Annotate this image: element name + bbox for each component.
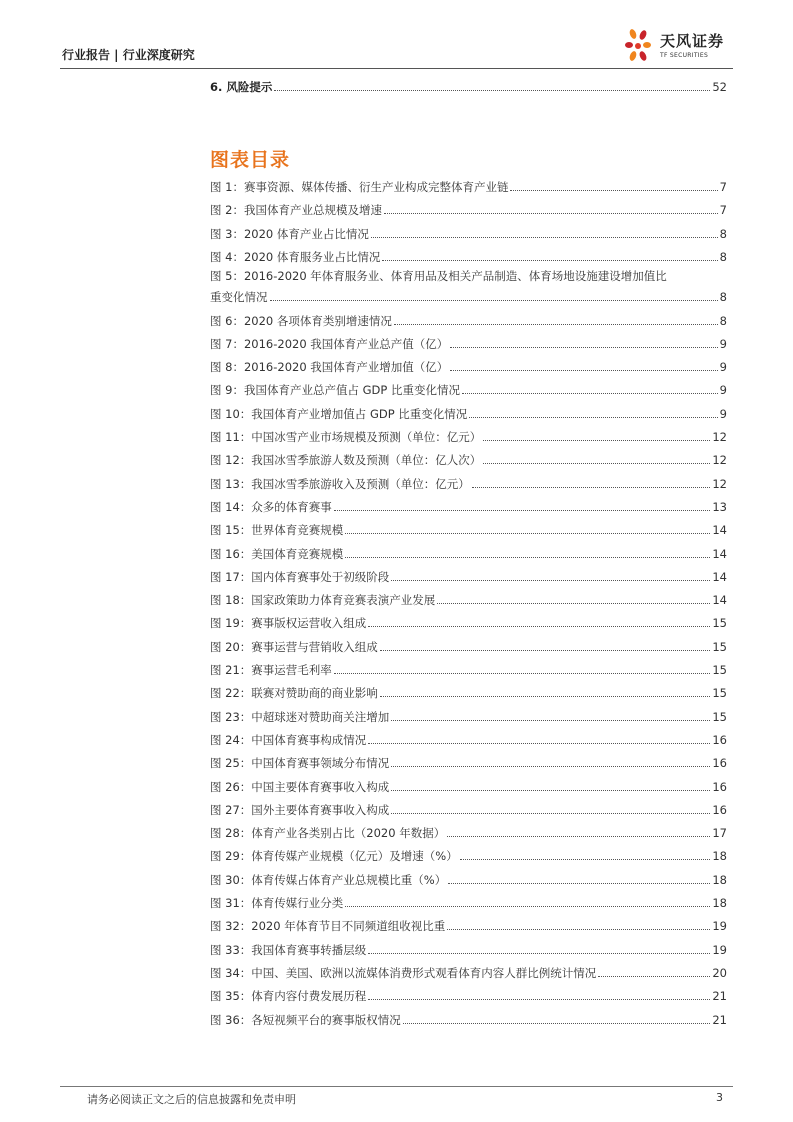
- report-category: 行业报告 | 行业深度研究: [62, 48, 195, 62]
- toc-leader-dots: [472, 487, 711, 488]
- toc-leader-dots: [345, 533, 710, 534]
- toc-entry[interactable]: [210, 246, 727, 264]
- toc-entry-label: 图 36：各短视频平台的赛事版权情况: [210, 1012, 401, 1027]
- toc-leader-dots: [334, 510, 711, 511]
- toc-entry-label: 图 21：赛事运营毛利率: [210, 663, 332, 677]
- toc-entry[interactable]: [210, 426, 727, 444]
- toc-leader-dots: [483, 440, 710, 441]
- toc-entry[interactable]: [210, 356, 727, 374]
- toc-entry[interactable]: [210, 822, 727, 840]
- toc-entry-page: 19: [712, 919, 727, 934]
- toc-entry-page: 9: [719, 336, 727, 351]
- toc-leader-dots: [368, 953, 710, 954]
- toc-leader-dots: [394, 324, 718, 325]
- footer-divider: [60, 1086, 733, 1087]
- toc-leader-dots: [391, 790, 710, 791]
- toc-leader-dots: [598, 976, 710, 977]
- toc-entry-label: 图 22：联赛对赞助商的商业影响: [210, 686, 378, 701]
- toc-leader-dots: [483, 463, 710, 464]
- toc-entry-page: 12: [712, 476, 727, 491]
- toc-leader-dots: [391, 813, 710, 814]
- toc-entry-label: 图 27：国外主要体育赛事收入构成: [210, 802, 390, 817]
- toc-entry-label: 图 9：我国体育产业总产值占 GDP 比重变化情况: [210, 383, 460, 398]
- toc-entry[interactable]: [210, 589, 727, 607]
- toc-entry[interactable]: [210, 659, 727, 677]
- toc-entry-page: 14: [712, 593, 727, 608]
- toc-entry-page: 14: [712, 569, 727, 584]
- toc-leader-dots: [391, 580, 710, 581]
- toc-entry-page: 21: [712, 1012, 727, 1027]
- toc-entry-label: 图 12：我国冰雪季旅游人数及预测（单位：亿人次）: [210, 453, 482, 468]
- toc-entry[interactable]: [210, 1009, 727, 1027]
- toc-entry-page: 16: [712, 802, 727, 817]
- toc-entry[interactable]: [210, 869, 727, 887]
- company-logo: [622, 28, 734, 68]
- logo-text: 天风证券: [660, 32, 725, 50]
- toc-entry[interactable]: [210, 636, 727, 654]
- toc-entry[interactable]: [210, 939, 727, 957]
- header-divider: [60, 68, 733, 69]
- toc-entry-page: 16: [712, 756, 727, 771]
- toc-entry-label: 图 31：体育传媒行业分类: [210, 896, 344, 910]
- toc-entry[interactable]: [210, 985, 727, 1003]
- toc-leader-dots: [384, 213, 718, 214]
- toc-entry-page: 16: [712, 779, 727, 794]
- toc-entry[interactable]: [210, 682, 727, 700]
- toc-leader-dots: [368, 743, 710, 744]
- toc-entry-label: 图 25：中国体育赛事领域分布情况: [210, 756, 390, 771]
- toc-entry[interactable]: [210, 776, 727, 794]
- toc-entry[interactable]: [210, 845, 727, 863]
- toc-entry-label: 图 30：体育传媒占体育产业总规模比重（%）: [210, 872, 447, 887]
- toc-entry-label: 图 7：2016-2020 我国体育产业总产值（亿）: [210, 336, 449, 351]
- toc-entry[interactable]: [210, 449, 727, 467]
- toc-entry-label: 图 24：中国体育赛事构成情况: [210, 732, 367, 747]
- toc-entry-page: 18: [712, 872, 727, 887]
- toc-entry-label-cont: 重变化情况: [210, 290, 268, 305]
- toc-entry-page: 20: [712, 965, 727, 980]
- toc-leader-dots: [448, 883, 710, 884]
- toc-entry[interactable]: [210, 612, 727, 630]
- toc-entry[interactable]: [210, 379, 727, 397]
- toc-leader-dots: [469, 417, 717, 418]
- toc-entry[interactable]: [210, 310, 727, 328]
- toc-entry[interactable]: [210, 706, 727, 724]
- toc-entry[interactable]: [210, 333, 727, 351]
- toc-entry-page: 21: [712, 989, 727, 1004]
- toc-leader-dots: [380, 696, 711, 697]
- toc-entry-page: 15: [712, 639, 727, 654]
- toc-entry-page: 15: [712, 663, 727, 677]
- toc-entry-page: 52: [712, 80, 727, 94]
- toc-leader-dots: [270, 300, 718, 301]
- toc-leader-dots: [450, 370, 717, 371]
- toc-entry-page: 18: [712, 896, 727, 910]
- toc-entry[interactable]: [210, 799, 727, 817]
- toc-entry[interactable]: [210, 543, 727, 561]
- toc-entry[interactable]: [210, 176, 727, 194]
- toc-entry-page: 8: [719, 226, 727, 241]
- toc-entry-label: 图 26：中国主要体育赛事收入构成: [210, 779, 390, 794]
- toc-entry-label: 图 15：世界体育竞赛规模: [210, 523, 344, 538]
- toc-entry-label: 图 1：赛事资源、媒体传播、衍生产业构成完整体育产业链: [210, 180, 509, 194]
- toc-entry-label: 图 6：2020 各项体育类别增速情况: [210, 313, 392, 328]
- toc-leader-dots: [382, 260, 717, 261]
- toc-leader-dots: [450, 347, 717, 348]
- toc-entry-page: 17: [712, 826, 727, 841]
- toc-entry-label: 图 11：中国冰雪产业市场规模及预测（单位：亿元）: [210, 430, 482, 444]
- toc-entry-page: 9: [719, 383, 727, 398]
- toc-entry-label: 图 20：赛事运营与营销收入组成: [210, 639, 378, 654]
- toc-leader-dots: [368, 626, 710, 627]
- toc-entry-label: 图 17：国内体育赛事处于初级阶段: [210, 569, 390, 584]
- toc-leader-dots: [391, 720, 710, 721]
- toc-leader-dots: [274, 90, 710, 91]
- toc-leader-dots: [371, 237, 718, 238]
- toc-entry[interactable]: [210, 496, 727, 514]
- toc-entry[interactable]: [210, 566, 727, 584]
- toc-entry[interactable]: [210, 199, 727, 217]
- toc-entry[interactable]: [210, 519, 727, 537]
- toc-leader-dots: [510, 190, 717, 191]
- toc-entry-page: 13: [712, 499, 727, 514]
- logo-mark-icon: [622, 28, 658, 68]
- toc-entry-page: 18: [712, 849, 727, 864]
- toc-entry-page: 16: [712, 732, 727, 747]
- toc-leader-dots: [334, 673, 711, 674]
- toc-entry[interactable]: [210, 473, 727, 491]
- toc-entry-page: 19: [712, 942, 727, 957]
- toc-entry-label: 图 10：我国体育产业增加值占 GDP 比重变化情况: [210, 406, 468, 421]
- toc-entry[interactable]: [210, 286, 727, 304]
- toc-entry-page: 14: [712, 523, 727, 538]
- toc-entry-page: 12: [712, 430, 727, 444]
- toc-entry-label: 图 34：中国、美国、欧洲以流媒体消费形式观看体育内容人群比例统计情况: [210, 965, 597, 980]
- toc-leader-dots: [447, 836, 710, 837]
- toc-leader-dots: [403, 1023, 711, 1024]
- toc-leader-dots: [391, 766, 710, 767]
- toc-entry-page: 14: [712, 546, 727, 561]
- toc-entry-label: 图 18：国家政策助力体育竞赛表演产业发展: [210, 593, 436, 608]
- toc-entry-label: 图 19：赛事版权运营收入组成: [210, 616, 367, 631]
- toc-entry[interactable]: [210, 223, 727, 241]
- toc-entry-risk[interactable]: [210, 76, 727, 94]
- toc-entry-page: 8: [719, 313, 727, 328]
- toc-entry[interactable]: [210, 729, 727, 747]
- section-title: 图表目录: [210, 149, 291, 171]
- toc-leader-dots: [462, 393, 718, 394]
- toc-entry-label: 图 2：我国体育产业总规模及增速: [210, 203, 382, 218]
- footer-disclaimer: 请务必阅读正文之后的信息披露和免责申明: [87, 1093, 296, 1106]
- toc-entry[interactable]: [210, 752, 727, 770]
- toc-leader-dots: [437, 603, 710, 604]
- toc-leader-dots: [447, 929, 710, 930]
- toc-entry[interactable]: [210, 915, 727, 933]
- toc-entry-label: 图 13：我国冰雪季旅游收入及预测（单位：亿元）: [210, 476, 470, 491]
- toc-entry-page: 12: [712, 453, 727, 468]
- toc-entry-page: 8: [719, 249, 727, 264]
- toc-leader-dots: [345, 557, 710, 558]
- toc-entry-label: 图 35：体育内容付费发展历程: [210, 989, 367, 1004]
- logo-subtext: TF SECURITIES: [660, 52, 709, 59]
- toc-entry-label: 图 3：2020 体育产业占比情况: [210, 226, 369, 241]
- toc-entry-page: 7: [719, 203, 727, 218]
- toc-entry[interactable]: [210, 892, 727, 910]
- toc-entry-label: 6. 风险提示: [210, 80, 273, 94]
- toc-entry-label: 图 33：我国体育赛事转播层级: [210, 942, 367, 957]
- toc-entry-label: 图 29：体育传媒产业规模（亿元）及增速（%）: [210, 849, 458, 864]
- toc-entry-label: 图 28：体育产业各类别占比（2020 年数据）: [210, 826, 446, 841]
- toc-entry[interactable]: [210, 403, 727, 421]
- toc-entry-label: 图 16：美国体育竞赛规模: [210, 546, 344, 561]
- toc-entry-page: 15: [712, 686, 727, 701]
- toc-entry-label: 图 8：2016-2020 我国体育产业增加值（亿）: [210, 360, 449, 375]
- toc-entry-label[interactable]: 图 5：2016-2020 年体育服务业、体育用品及相关产品制造、体育场地设施建设增加值比: [210, 269, 667, 284]
- toc-entry-page: 9: [719, 406, 727, 421]
- toc-entry-label: 图 14：众多的体育赛事: [210, 499, 332, 514]
- toc-entry-label: 图 4：2020 体育服务业占比情况: [210, 249, 381, 264]
- toc-entry-page: 15: [712, 616, 727, 631]
- toc-entry-label: 图 23：中超球迷对赞助商关注增加: [210, 709, 390, 724]
- toc-leader-dots: [345, 906, 710, 907]
- toc-entry-page: 9: [719, 360, 727, 375]
- toc-entry-page: 15: [712, 709, 727, 724]
- toc-leader-dots: [380, 650, 711, 651]
- footer-page-number: 3: [716, 1091, 723, 1104]
- toc-leader-dots: [368, 999, 710, 1000]
- toc-entry-label: 图 32：2020 年体育节目不同频道组收视比重: [210, 919, 446, 934]
- toc-leader-dots: [460, 859, 711, 860]
- toc-entry-page: 7: [719, 180, 727, 194]
- toc-entry[interactable]: [210, 962, 727, 980]
- toc-entry-page: 8: [719, 290, 727, 305]
